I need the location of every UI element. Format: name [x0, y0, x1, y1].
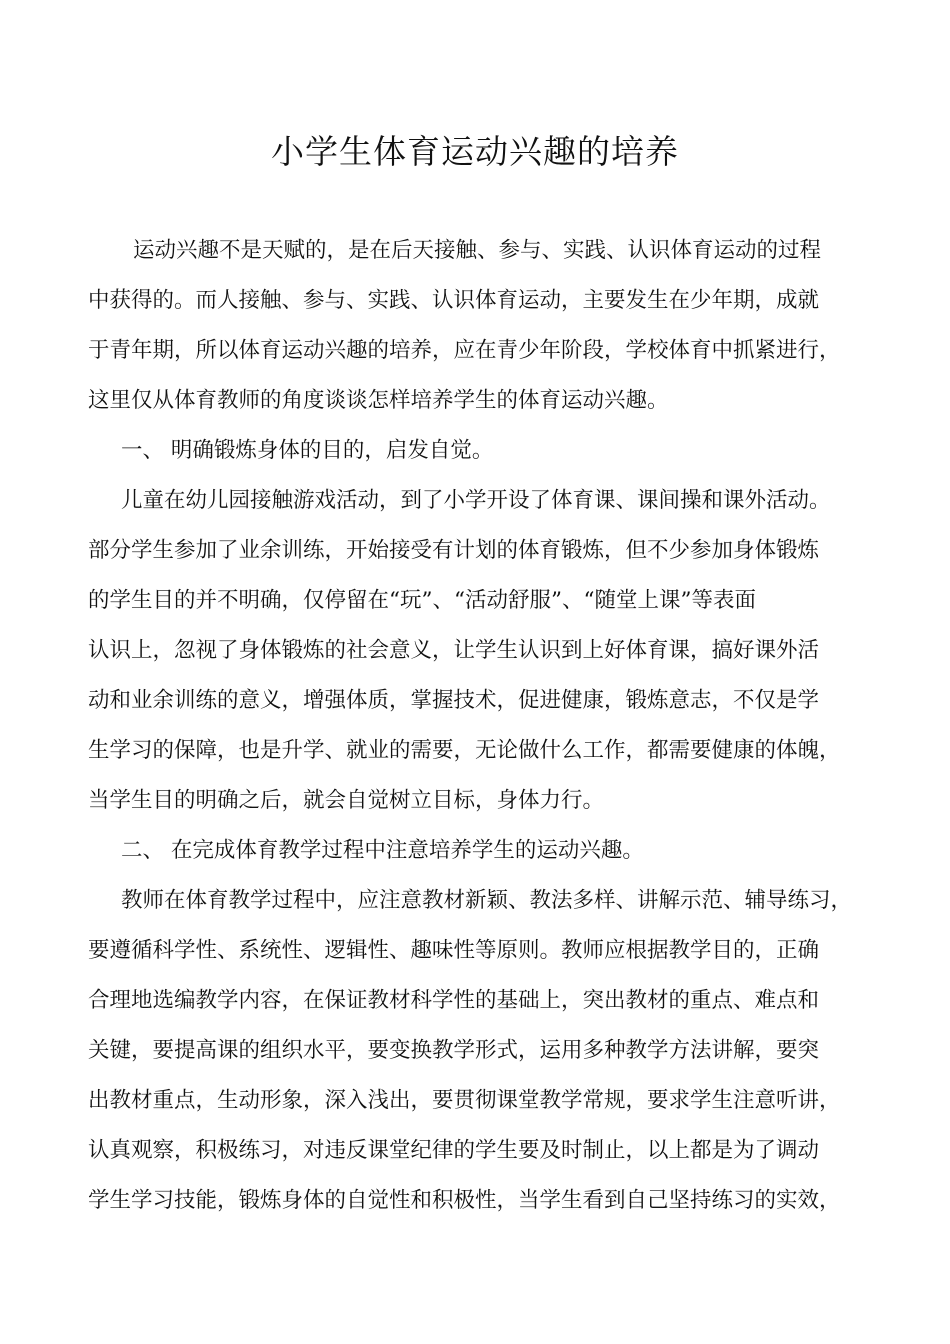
document-title: 小学生体育运动兴趣的培养	[271, 132, 679, 171]
paragraph-line: 部分学生参加了业余训练，开始接受有计划的体育锻炼，但不少参加身体锻炼	[88, 538, 820, 563]
paragraph-line: 于青年期，所以体育运动兴趣的培养，应在青少年阶段，学校体育中抓紧进行，	[88, 338, 841, 363]
paragraph-line: 儿童在幼儿园接触游戏活动，到了小学开设了体育课、课间操和课外活动。	[121, 488, 831, 513]
paragraph-line: 出教材重点，生动形象，深入浅出，要贯彻课堂教学常规，要求学生注意听讲，	[88, 1088, 841, 1113]
paragraph-line: 动和业余训练的意义，增强体质，掌握技术，促进健康，锻炼意志，不仅是学	[88, 688, 820, 713]
paragraph-line: 当学生目的明确之后，就会自觉树立目标，身体力行。	[88, 788, 605, 813]
paragraph-line: 学生学习技能，锻炼身体的自觉性和积极性，当学生看到自己坚持练习的实效，	[88, 1188, 841, 1213]
paragraph-line: 教师在体育教学过程中，应注意教材新颖、教法多样、讲解示范、辅导练习，	[121, 888, 853, 913]
paragraph-line: 这里仅从体育教师的角度谈谈怎样培养学生的体育运动兴趣。	[88, 388, 669, 413]
paragraph-line: 的学生目的并不明确，仅停留在“玩”、“活动舒服”、“随堂上课”等表面	[88, 588, 756, 613]
paragraph-line: 运动兴趣不是天赋的，是在后天接触、参与、实践、认识体育运动的过程	[133, 238, 822, 263]
paragraph-line: 合理地选编教学内容，在保证教材科学性的基础上，突出教材的重点、难点和	[88, 988, 820, 1013]
paragraph-line: 认识上，忽视了身体锻炼的社会意义，让学生认识到上好体育课，搞好课外活	[88, 638, 820, 663]
section-heading: 二、 在完成体育教学过程中注意培养学生的运动兴趣。	[121, 838, 644, 863]
section-heading: 一、 明确锻炼身体的目的，启发自觉。	[121, 438, 494, 463]
paragraph-line: 生学习的保障，也是升学、就业的需要，无论做什么工作，都需要健康的体魄，	[88, 738, 841, 763]
paragraph-line: 关键，要提高课的组织水平，要变换教学形式，运用多种教学方法讲解，要突	[88, 1038, 820, 1063]
paragraph-line: 要遵循科学性、系统性、逻辑性、趣味性等原则。教师应根据教学目的，正确	[88, 938, 820, 963]
paragraph-line: 认真观察，积极练习，对违反课堂纪律的学生要及时制止，以上都是为了调动	[88, 1138, 820, 1163]
paragraph-line: 中获得的。而人接触、参与、实践、认识体育运动，主要发生在少年期，成就	[88, 288, 820, 313]
